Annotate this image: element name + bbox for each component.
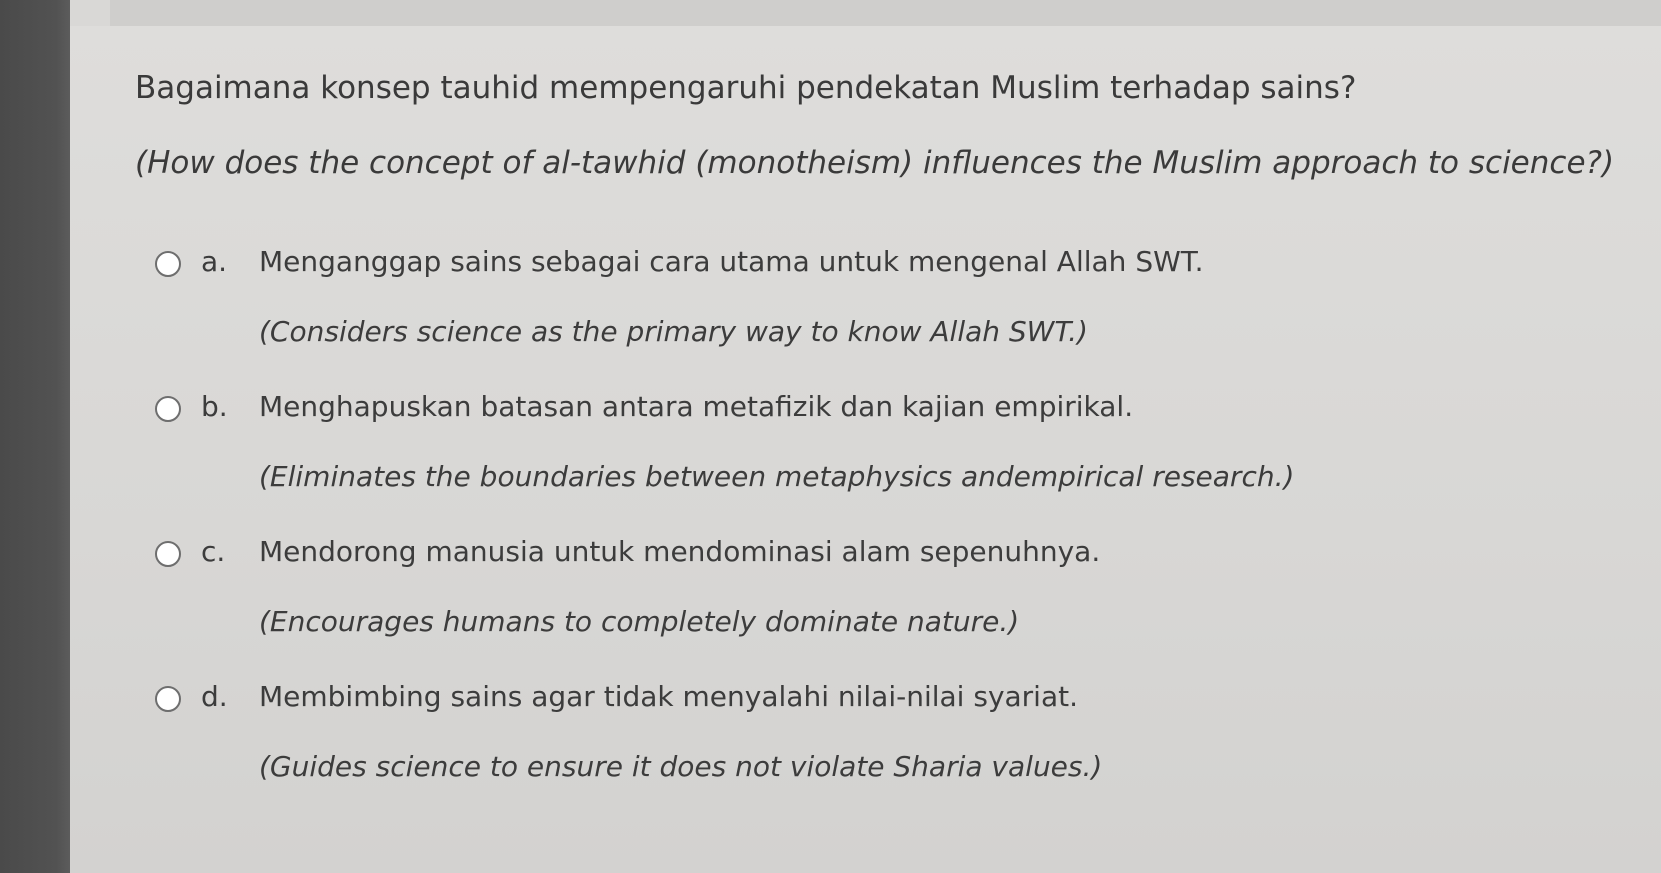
option-c-label[interactable]: Mendorong manusia untuk mendominasi alam sepenuhnya. bbox=[259, 535, 1101, 568]
question-text: Bagaimana konsep tauhid mempengaruhi pendekatan Muslim terhadap sains? bbox=[135, 70, 1357, 106]
option-d-letter: d. bbox=[201, 680, 228, 713]
option-d-translation: (Guides science to ensure it does not violate Sharia values.) bbox=[259, 750, 1103, 783]
left-sidebar bbox=[0, 0, 70, 873]
option-a[interactable] bbox=[155, 245, 1555, 348]
option-a-translation: (Considers science as the primary way to know Allah SWT.) bbox=[259, 315, 1088, 348]
option-b-translation: (Eliminates the boundaries between metaphysics andempirical research.) bbox=[259, 460, 1295, 493]
option-a-letter: a. bbox=[201, 245, 228, 278]
top-bar bbox=[110, 0, 1661, 26]
option-b-radio[interactable] bbox=[155, 396, 181, 422]
option-b-label[interactable]: Menghapuskan batasan antara metafizik dan kajian empirikal. bbox=[259, 390, 1134, 423]
option-c-radio[interactable] bbox=[155, 541, 181, 567]
option-c[interactable] bbox=[155, 535, 1555, 638]
option-a-label[interactable]: Menganggap sains sebagai cara utama untuk mengenal Allah SWT. bbox=[259, 245, 1204, 278]
option-a-radio[interactable] bbox=[155, 251, 181, 277]
option-c-letter: c. bbox=[201, 535, 226, 568]
option-d[interactable] bbox=[155, 680, 1555, 783]
option-d-label[interactable]: Membimbing sains agar tidak menyalahi nilai-nilai syariat. bbox=[259, 680, 1078, 713]
option-c-translation: (Encourages humans to completely dominate nature.) bbox=[259, 605, 1020, 638]
option-b[interactable] bbox=[155, 390, 1555, 493]
option-d-radio[interactable] bbox=[155, 686, 181, 712]
question-translation: (How does the concept of al-tawhid (monotheism) influences the Muslim approach to science?) bbox=[135, 145, 1615, 181]
option-b-letter: b. bbox=[201, 390, 228, 423]
